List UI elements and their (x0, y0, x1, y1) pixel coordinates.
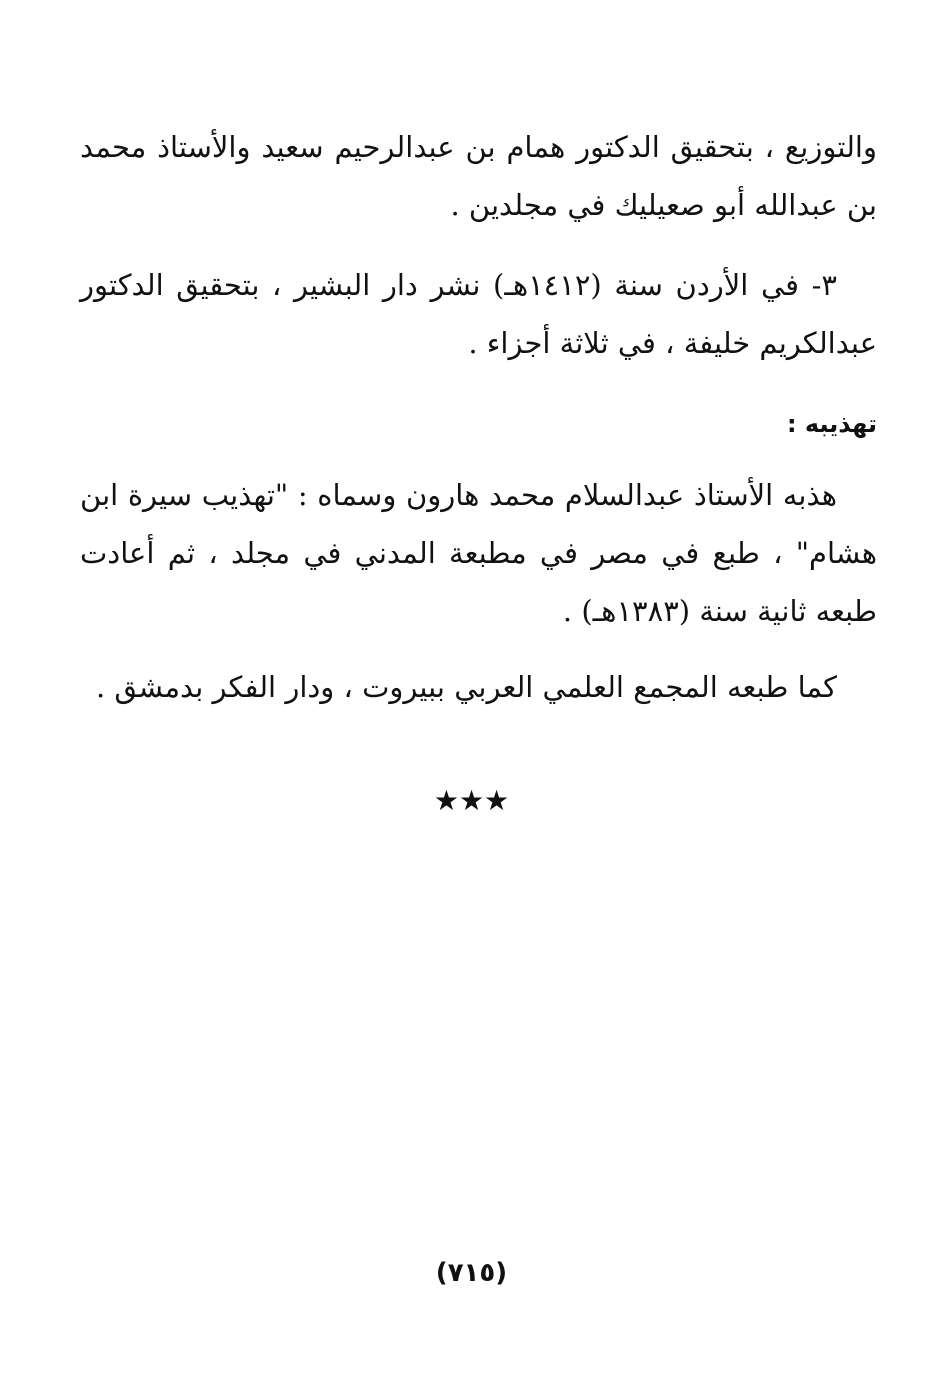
page-body (80, 118, 877, 716)
paragraph-tahdhib-description: هذبه الأستاذ عبدالسلام محمد هارون وسماه : "تهذيب سيرة ابن هشام" ، طبع في مصر في مطبعة المدني في مجلد ، ثم أعادت طبعه ثانية سنة (١٣٨٣هـ) . (80, 478, 877, 628)
paragraph-other-editions: كما طبعه المجمع العلمي العربي ببيروت ، ودار الفكر بدمشق . (96, 670, 837, 704)
paragraph-publisher-continuation: والتوزيع ، بتحقيق الدكتور همام بن عبدالرحيم سعيد والأستاذ محمد بن عبدالله أبو صعيليك في مجلدين . (80, 130, 877, 222)
page-number: (٧١٥) (435, 1258, 508, 1288)
section-separator: ★★★ (433, 784, 510, 817)
paragraph-jordan-edition: ٣- في الأردن سنة (١٤١٢هـ) نشر دار البشير ، بتحقيق الدكتور عبدالكريم خليفة ، في ثلاثة أجزاء . (80, 268, 877, 360)
section-heading-tahdhib: تهذيبه : (786, 410, 877, 438)
